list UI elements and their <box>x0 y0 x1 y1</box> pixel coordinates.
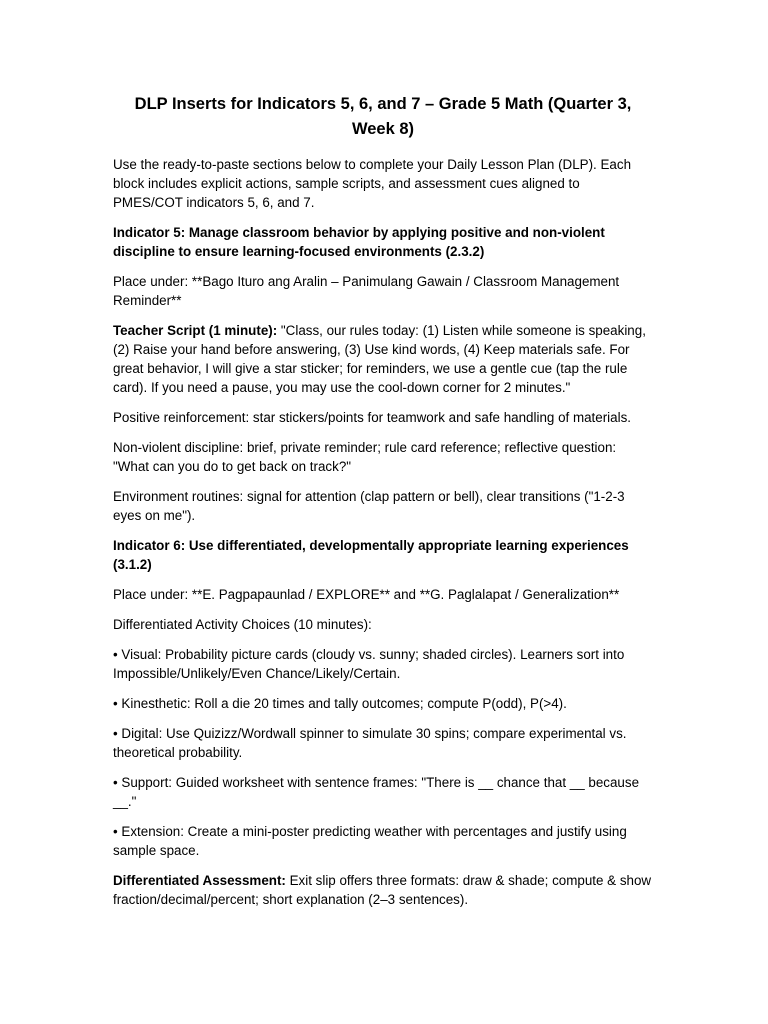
document-page <box>113 92 653 920</box>
list-item-kinesthetic: • Kinesthetic: Roll a die 20 times and tally outcomes; compute P(odd), P(>4). <box>113 696 567 711</box>
non-violent-discipline: Non-violent discipline: brief, private reminder; rule card reference; reflective question: "What can you do to get back on track?" <box>113 440 617 474</box>
teacher-script-paragraph <box>113 321 653 397</box>
indicator-5-place-under: Place under: **Bago Ituro ang Aralin – Panimulang Gawain / Classroom Management Reminder** <box>113 274 620 308</box>
environment-routines: Environment routines: signal for attention (clap pattern or bell), clear transitions ("1-2-3 eyes on me"). <box>113 489 625 523</box>
differentiated-assessment-paragraph <box>113 871 653 909</box>
teacher-script-text: "Class, our rules today: (1) Listen while someone is speaking, (2) Raise your hand before answering, (3) Use kind words, (4) Keep materials safe. For great behavior, I will give a star sticker; for reminders, we use a gentle cue (tap the rule card). If you need a pause, you may use the cool-down corner for 2 minutes." <box>113 323 646 395</box>
indicator-6-heading <box>113 536 653 574</box>
differentiated-assessment-label: Differentiated Assessment: <box>113 873 286 888</box>
document-title: DLP Inserts for Indicators 5, 6, and 7 – Grade 5 Math (Quarter 3, Week 8) <box>134 95 632 138</box>
list-item-support: • Support: Guided worksheet with sentence frames: "There is __ chance that __ because __." <box>113 775 640 809</box>
differentiated-assessment-text: Exit slip offers three formats: draw & shade; compute & show fraction/decimal/percent; short explanation (2–3 sentences). <box>113 873 652 907</box>
indicator-5-heading <box>113 223 653 261</box>
list-item-extension: • Extension: Create a mini-poster predicting weather with percentages and justify using sample space. <box>113 824 627 858</box>
list-item-digital: • Digital: Use Quizizz/Wordwall spinner to simulate 30 spins; compare experimental vs. theoretical probability. <box>113 726 627 760</box>
teacher-script-label: Teacher Script (1 minute): <box>113 323 278 338</box>
indicator-5-heading-text: Indicator 5: Manage classroom behavior by applying positive and non-violent discipline to ensure learning-focused environments (2.3.2) <box>113 225 605 259</box>
activity-choices-label: Differentiated Activity Choices (10 minutes): <box>113 617 372 632</box>
indicator-6-place-under: Place under: **E. Pagpapaunlad / EXPLORE** and **G. Paglalapat / Generalization** <box>113 587 620 602</box>
positive-reinforcement: Positive reinforcement: star stickers/points for teamwork and safe handling of materials. <box>113 410 631 425</box>
indicator-6-heading-text: Indicator 6: Use differentiated, developmentally appropriate learning experiences (3.1.2) <box>113 538 629 572</box>
list-item-visual: • Visual: Probability picture cards (cloudy vs. sunny; shaded circles). Learners sort into Impossible/Unlikely/Even Chance/Likely/Certain. <box>113 647 625 681</box>
intro-paragraph: Use the ready-to-paste sections below to complete your Daily Lesson Plan (DLP). Each block includes explicit actions, sample scripts, and assessment cues aligned to PMES/COT indicators 5, 6, and 7. <box>113 157 632 210</box>
